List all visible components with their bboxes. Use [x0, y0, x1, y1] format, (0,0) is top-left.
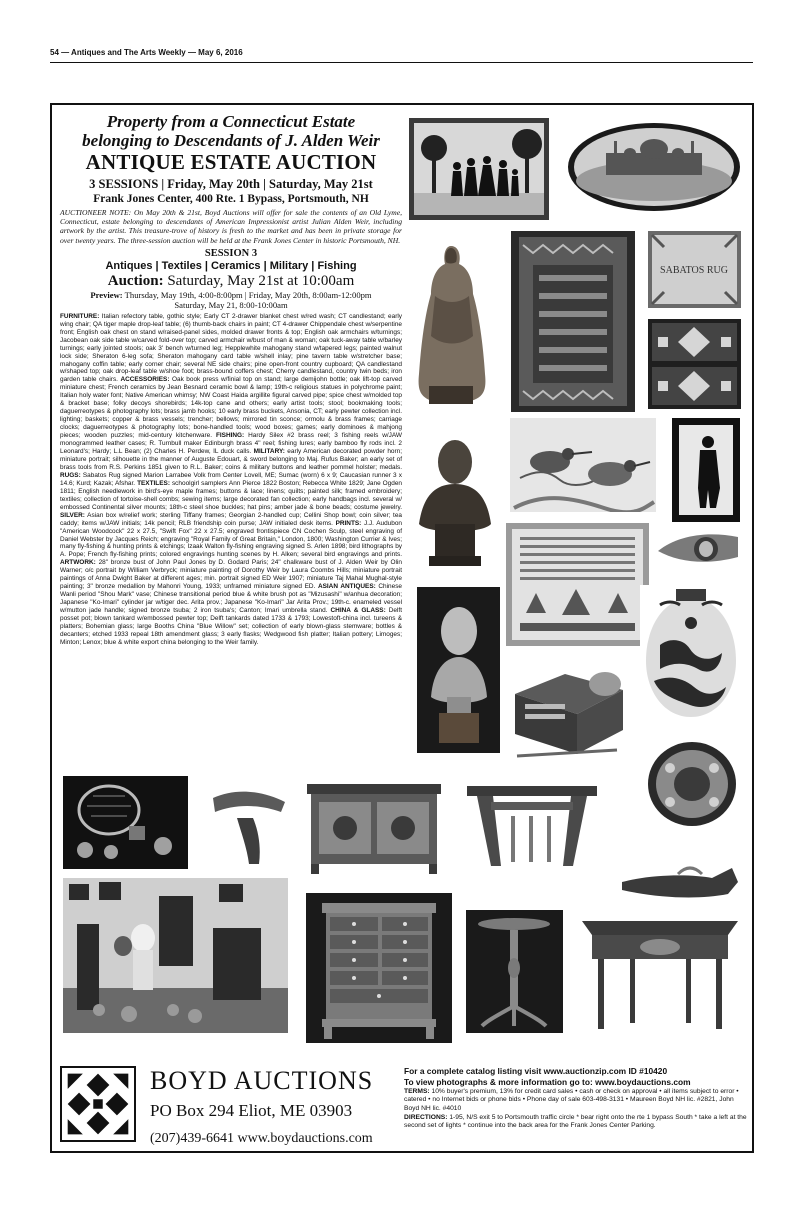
chalkware-bust-photo — [417, 587, 500, 753]
imari-plate-photo — [640, 738, 742, 835]
listing-text: Hardy Silex #2 brass reel; 3 fishing reels w/JAW monogrammed leather cases; R. Turnbull maker Edinburgh brass 4" reel; fishing lures; early bamboo fly rods incl. 2 Leonard's; Hardy; L.L Bean; (2) Charles H. Perdew, IL duck calls. — [60, 432, 402, 456]
session-categories: Antiques | Textiles | Ceramics | Military | Fishing — [105, 259, 357, 272]
auctioneer-note: AUCTIONEER NOTE: On May 20th & 21st, Boyd Auctions will offer for sale the contents of an Old Lyme, Connecticut, estate belonging to descendants of American Impressionist artist Julian Alden Weir, including artwork by the artist. This treasure-trove of history is fresh to the market and has been in private storage for over twenty years. The three-session auction will be held at the Frank Jones Center in historic Portsmouth, NH. — [60, 208, 402, 245]
terms-body: 10% buyer's premium, 13% for credit card sales • cash or check on approval • all items subject to error • catered • no Internet bids or phone bids • Phone day of sale 603-498-3131 • Maureen Boyd NH lic. #2821, John Boyd NH lic. #4010 — [404, 1088, 739, 1112]
photos-line: To view photographs & more information go to: www.boydauctions.com — [404, 1076, 691, 1087]
listing-heading: SILVER: — [60, 511, 85, 519]
headline-line1: Property from a Connecticut Estate — [106, 112, 356, 131]
listing-heading: TEXTILES: — [137, 479, 170, 487]
bird-print-photo — [510, 418, 656, 512]
religious-statue-photo — [409, 236, 494, 412]
brand-contact: (207)439-6641 www.boydauctions.com — [150, 1131, 373, 1146]
brand-name: BOYD AUCTIONS — [150, 1066, 374, 1095]
carved-chest-photo — [301, 774, 447, 876]
brand-block — [150, 1066, 390, 1148]
artist-tools-photo — [507, 660, 632, 770]
directions-text — [404, 1114, 748, 1131]
spice-chest-photo — [306, 893, 452, 1043]
preview-line-2: Saturday, May 21, 8:00-10:00am — [174, 299, 288, 310]
interior-room-photo — [63, 878, 288, 1033]
preview-text: Thursday, May 19th, 4:00-8:00pm | Friday, May 20th, 8:00am-12:00pm — [122, 289, 372, 300]
hooked-rug-photo — [511, 231, 635, 412]
candlestand-photo — [466, 910, 563, 1033]
listing-heading: RUGS: — [60, 471, 81, 479]
terms-text — [404, 1088, 748, 1113]
powder-horn-photo — [654, 523, 742, 579]
bronze-bust-photo — [411, 428, 496, 572]
folio-rule — [50, 62, 753, 63]
catalog-listing — [60, 313, 402, 647]
listing-text: Sabatos Rug signed Marion Larrabee Volk from Center Lovell, ME; Sumac (worn) 6 x 9; Caucasian runner 3 x 14.6; Kurd; Kazak; Afshar. — [60, 471, 402, 487]
listing-text: early American decorated powder horn; miniature portrait; silhouette in the manner of Auguste Edouart, & sword belonging to Maj. Rufus Baker; an early set of brass tools from R.S. Perkins 1851 given to R.L. Baker; coins & military buttons and leather pommel holster; medals. — [60, 448, 403, 471]
catalog-line: For a complete catalog listing visit www.auctionzip.com ID #10420 — [404, 1066, 668, 1076]
powder-horns-photo — [207, 778, 289, 868]
silhouette-painting-photo — [409, 118, 549, 220]
listing-heading: ASIAN ANTIQUES: — [317, 583, 376, 591]
sabatos-rug-label: SABATOS RUG — [660, 265, 728, 276]
auction-time: Saturday, May 21st at 10:00am — [163, 272, 355, 289]
framed-silhouette-photo — [672, 418, 740, 522]
headline-line2: belonging to Descendants of J. Alden Weir — [82, 131, 380, 150]
gothic-table-photo — [463, 776, 601, 872]
listing-heading: FISHING: — [215, 432, 245, 440]
listing-text: 28" bronze bust of John Paul Jones by D. Godard Paris; 24" chalkware bust of J. Alden Weir by Olin Warner; o/c portrait by William Verbryck; miniature painting of Dorothy Weir by Laura Coombs Hills; miniature portrait paintings of Anna Dwight Baker at different ages; min. portrait signed ED Weir 1907; miniature Taj Mahal Mughal-style painting; 3" bronze medallion by Mahonri Young, 1933; unframed miniature signed ED. — [60, 559, 402, 591]
page-folio: 54 — Antiques and The Arts Weekly — May 6, 2016 — [50, 48, 243, 57]
listing-text: J.J. Audubon "American Woodcock" 22 x 27.5, "Swift Fox" 22 x 27.5; engraved frontispiece CN Cochen Sculp, steel engraving of Daniel Webster by Jacques Reich; engraving "Royal Family of Great Britain," London, 1800; Washington Currier & Ives; many fly-fishing & hunting prints & etchings; Izaak Walton fly-fishing engraving signed S. Arlen 1898; bird lithographs by A. Pope; French fly-fishing prints; colored engravings hunting scenes by H. Alken; several bird engravings and prints. — [60, 519, 403, 559]
sampler-photo — [506, 523, 649, 646]
card-table-photo — [578, 915, 742, 1033]
text-column — [60, 112, 402, 647]
listing-text: Delft posset pot; blown tankard w/embossed pewter top; Delft tankards dated 1733 & 1793; Lowestoft-china incl. tureens & platters; Bohemian glass; large Booths China "Blue Willow" set; collection of early blown-glass stemware; bottles & decanters; etched 1933 repeal 18th amendment glass; 3 early flasks; Wedgwood fish platter; Italian pottery; Limoges; Minton; Lenox; blue & white export china belonging to the Weir family. — [60, 607, 402, 646]
carved-pipe-photo — [618, 852, 741, 906]
listing-heading: PRINTS: — [335, 519, 362, 527]
listing-text: Italian refectory table, gothic style; Early CT 2-drawer blanket chest w/red wash; CT candlestand; early wing chair; QA tiger maple drop-leaf table; (6) thumb-back chairs in paint; CT 4-drawer Chippendale chest w/serpentine front; English oak chest on stand w/raised-panel sides, molded drawer fronts & top; English oak armchairs w/turnings; Jacobean oak side table w/carved fold-over top; carved armchair w/bust of man & woman; oak tuck-away table w/barley turnings; early jointed stools; oak 3' bench w/turned leg; Hepplewhite mahogany stand w/tapered legs; painted walnut lock side; Sheraton 6-leg sofa; Sheraton mahogany card table w/shell inlay; pine tavern table w/stretcher base; mahogany coffin table; early corner chair; several NE side chairs; pine open-front country cupboard; QA candlestand w/shaped top; oak drop-leaf table w/shoe foot; brass-bound coffers chest; Cherry candlestand, country twin beds; iron garden table chairs. — [60, 312, 402, 384]
directions-body: 1-95, N/S exit 5 to Portsmouth traffic circle * bear right onto the rte 1 bypass South * take a left at the second set of lights * continue into the back area for the Frank Jones Center Parking. — [404, 1113, 747, 1130]
venue-line: Frank Jones Center, 400 Rte. 1 Bypass, Portsmouth, NH — [93, 193, 369, 205]
auction-label: Auction: — [107, 272, 164, 289]
session-label: SESSION 3 — [204, 247, 258, 259]
auction-date-line — [60, 273, 402, 290]
listing-heading: MILITARY: — [253, 448, 285, 456]
directions-label: DIRECTIONS: — [404, 1113, 448, 1121]
terms-label: TERMS: — [404, 1088, 430, 1095]
taj-mahal-miniature-photo — [566, 119, 742, 215]
geometric-rug-photo — [648, 319, 741, 409]
listing-text: Oak book press w/finial top on stand; large demijohn bottle; oak lift-top carved miniature chest; French ceramics by Jean Besnard ceramic bowl & lamp; 19th-c religious statues in polychrome paint; Italian holy water font; Native American whimsy; NW Coast Haida argillite figural carved pipe; spice chest w/molded top & bracket base; folky decoys shorebirds; 14k-top cane and others; early artist tools; stool; bookmaking tools; daguerreotypes & photography lots; brass jamb hooks; 10 early brass buckets, Ansonia, CT; early pewter collection incl. lighting; baskets; copper & brass vessels; trencher; bellows; mirrored tin sconce; ormolu & brass frames; carriage clocks; daguerreotypes & photography lots; bone-handled tools; wood boxes; games; early dominoes & mahjong pieces; wooden puzzles; mid-century kitchenware. — [60, 376, 402, 440]
preview-line — [60, 290, 402, 300]
auction-title: ANTIQUE ESTATE AUCTION — [85, 150, 377, 174]
info-block — [404, 1066, 748, 1130]
fishing-creel-photo — [63, 776, 188, 869]
listing-heading: FURNITURE: — [60, 312, 100, 320]
preview-label: Preview: — [90, 289, 123, 300]
listing-text: Asian box w/relief work; sterling Tiffany frames; Georgian 2-handled cup; Cellini Shop bowl; coin silver; tea caddy; items w/JAW initials; 14k pencil; RLB friendship coin purse; JAW initialed desk items. — [60, 511, 402, 527]
sessions-line: 3 SESSIONS | Friday, May 20th | Saturday, May 21st — [89, 177, 373, 191]
asian-vase-photo — [640, 585, 742, 727]
boyd-auctions-logo — [60, 1066, 136, 1142]
brand-address: PO Box 294 Eliot, ME 03903 — [150, 1101, 353, 1120]
listing-text: schoolgirl samplers Ann Pierce 1822 Boston; Rebecca White 1829; Jane Ogden 1811; English needlework in bird's-eye maple frames; buttons & lace; linens; quilts; painted silk; framed embroidery; textiles; collection of tortoise-shell combs; sewing items; large decorated fan collection; early handbags incl. several w/ embossed Continental silver mounts; 18th-c steel shoe buckles; hat pins; amber jade & bone beads; costume jewelry. — [60, 479, 402, 511]
listing-heading: ARTWORK: — [60, 559, 96, 567]
listing-heading: CHINA & GLASS: — [330, 607, 386, 615]
sabatos-rug-photo — [648, 231, 741, 308]
listing-heading: ACCESSORIES: — [120, 376, 170, 384]
listing-text: Chinese Wanli period "Shou Mark" vase; Chinese transitional period blue & white brush pot as "Mizusashi" w/anhua decoration; Japanese "Ko-Imari" cylinder jar w/tiger dec. Arita prov.; Japanese "Ko-Imari" Jar Arita Prov.; 19th-c. enameled vessel w/mutton jade handle; signed bronze tsuba; 2 iron tsuba's; Canton; Imari umbrella stand. — [60, 583, 402, 615]
